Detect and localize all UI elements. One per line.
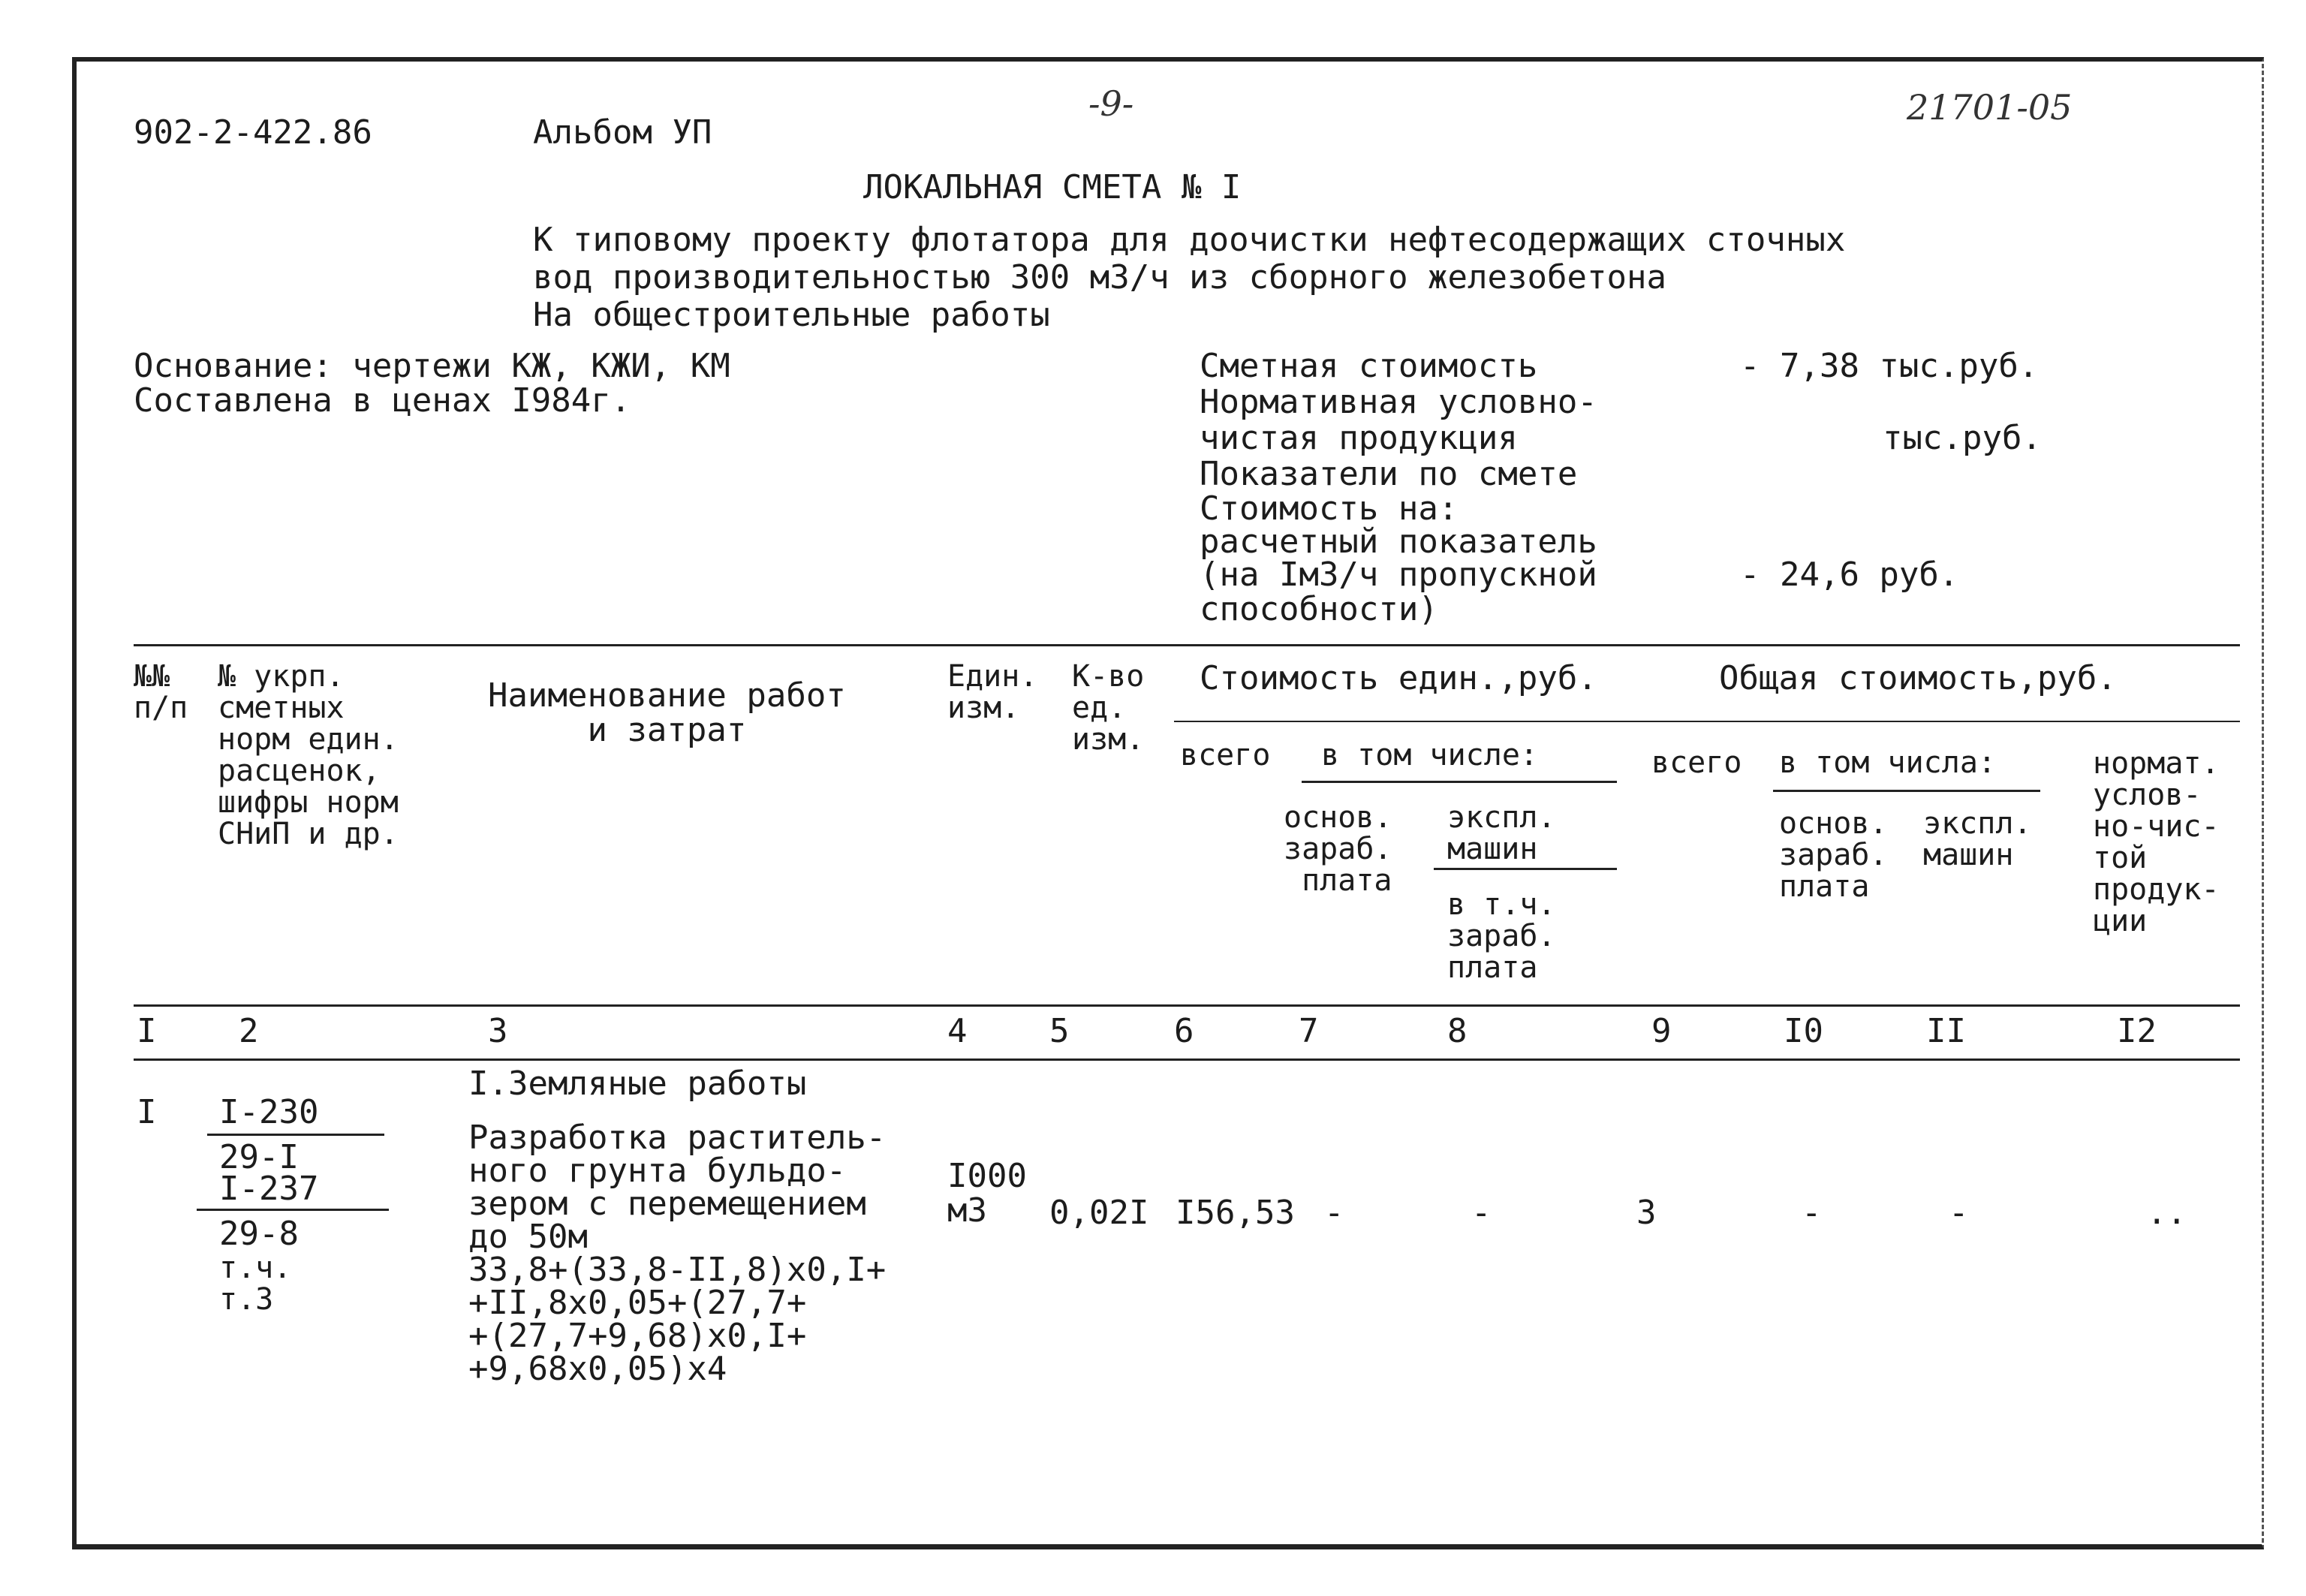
table-top-rule (134, 644, 2240, 646)
unit-ekspl-value: - (1471, 1194, 1492, 1232)
norm-code-4: 29-8 (219, 1215, 299, 1253)
norm-code-3: I-237 (219, 1170, 319, 1208)
total-ekspl-value: - (1949, 1194, 1969, 1232)
norm-label-2: чистая продукция (1200, 419, 1518, 457)
column-number: I0 (1784, 1012, 1823, 1050)
norm-code-underline-2 (197, 1209, 389, 1211)
col-header-num: №№ п/п (134, 659, 188, 725)
column-number: I2 (2117, 1012, 2157, 1050)
column-number: 9 (1651, 1012, 1672, 1050)
indicators-line-2: Стоимость на: (1200, 489, 1459, 528)
col-header-total-incl: в том числа: (1779, 745, 1996, 780)
unit-total-value: I56,53 (1176, 1194, 1295, 1232)
column-number: 7 (1299, 1012, 1319, 1050)
cost-label: Сметная стоимость (1200, 347, 1538, 385)
column-number: II (1926, 1012, 1966, 1050)
col-header-code: № укрп. сметных норм един. расценок, шифры норм СНиП и др. (218, 659, 399, 851)
qty-value: 0,02I (1049, 1194, 1149, 1232)
col-header-name: Наименование работ и затрат (488, 676, 846, 750)
work-name: Разработка раститель- ного грунта бульдо- зером с перемещением до 50м 33,8+(33,8-II,8)х0,I+ +II,8х0,05+(27,7+ +(27,7+9,68)х0,I+ +9,68х0,05)х4 (468, 1119, 887, 1388)
total-incl-underline (1773, 790, 2040, 792)
total-norm-value: .. (2147, 1194, 2187, 1232)
column-number: 6 (1174, 1012, 1194, 1050)
album-label: Альбом УП (533, 113, 712, 152)
col-header-total-all: всего (1651, 745, 1742, 780)
unit-osnov-value: - (1324, 1194, 1344, 1232)
column-number: 5 (1049, 1012, 1070, 1050)
indicator-value: - 24,6 руб. (1740, 556, 1959, 594)
subtitle-line-2: вод производительностью 300 м3/ч из сборного железобетона (533, 258, 1666, 297)
row-number: I (137, 1093, 157, 1131)
total-osnov-value: - (1802, 1194, 1822, 1232)
indicators-line-1: Показатели по смете (1200, 455, 1578, 493)
doc-code: 902-2-422.86 (134, 113, 372, 152)
col-header-total-cost: Общая стоимость,руб. (1719, 659, 2117, 697)
col-header-unit-ekspl: экспл. машин (1447, 800, 1556, 866)
col-header-normat: нормат. услов- но-чис- той продук- ции (2093, 746, 2220, 938)
ekspl-underline (1434, 868, 1617, 870)
column-number: 8 (1447, 1012, 1468, 1050)
indicators-line-3: расчетный показатель (1200, 522, 1597, 561)
page-title: ЛОКАЛЬНАЯ СМЕТА № I (863, 168, 1242, 206)
inventory-number: 21701-05 (1907, 87, 2073, 128)
norm-label-1: Нормативная условно- (1200, 383, 1597, 421)
column-number: 4 (947, 1012, 968, 1050)
section-title: I.Земляные работы (468, 1065, 807, 1103)
col-header-unit-total: всего (1180, 738, 1271, 772)
cost-value: - 7,38 тыс.руб. (1740, 347, 2039, 385)
col-header-unit: Един. изм. (947, 659, 1038, 725)
header-bottom-rule (134, 1004, 2240, 1007)
prices-line: Составлена в ценах I984г. (134, 381, 631, 420)
column-number: I (137, 1012, 157, 1050)
norm-code-underline-1 (207, 1134, 384, 1136)
total-value: 3 (1636, 1194, 1657, 1232)
col-header-qty: К-во ед. изм. (1072, 659, 1145, 757)
basis-line: Основание: чертежи КЖ, КЖИ, КМ (134, 347, 730, 385)
norm-code-note: т.ч. т.3 (219, 1251, 292, 1317)
column-number: 2 (239, 1012, 259, 1050)
col-header-unit-osnov: основ. зараб. плата (1284, 800, 1392, 898)
norm-value: тыс.руб. (1883, 419, 2042, 457)
subtitle-line-1: К типовому проекту флотатора для доочистки нефтесодержащих сточных (533, 221, 1846, 259)
norm-code-2: 29-I (219, 1138, 299, 1176)
col-header-unit-cost: Стоимость един.,руб. (1200, 659, 1597, 697)
col-header-unit-incl: в том числе: (1321, 738, 1538, 772)
col-header-unit-vtch: в т.ч. зараб. плата (1447, 887, 1556, 985)
column-number: 3 (488, 1012, 508, 1050)
col-header-total-osnov: основ. зараб. плата (1779, 806, 1888, 904)
column-number-rule (134, 1058, 2240, 1061)
header-split-rule (1174, 721, 2240, 722)
subtitle-line-3: На общестроительные работы (533, 296, 1050, 334)
page-mark: -9- (1088, 83, 1134, 124)
indicators-line-5: способности) (1200, 590, 1438, 628)
norm-code-1: I-230 (219, 1093, 319, 1131)
col-header-total-ekspl: экспл. машин (1923, 806, 2032, 872)
unit-incl-underline (1302, 781, 1617, 783)
indicators-line-4: (на Iм3/ч пропускной (1200, 556, 1597, 594)
unit-value: I000 м3 (947, 1157, 1027, 1230)
